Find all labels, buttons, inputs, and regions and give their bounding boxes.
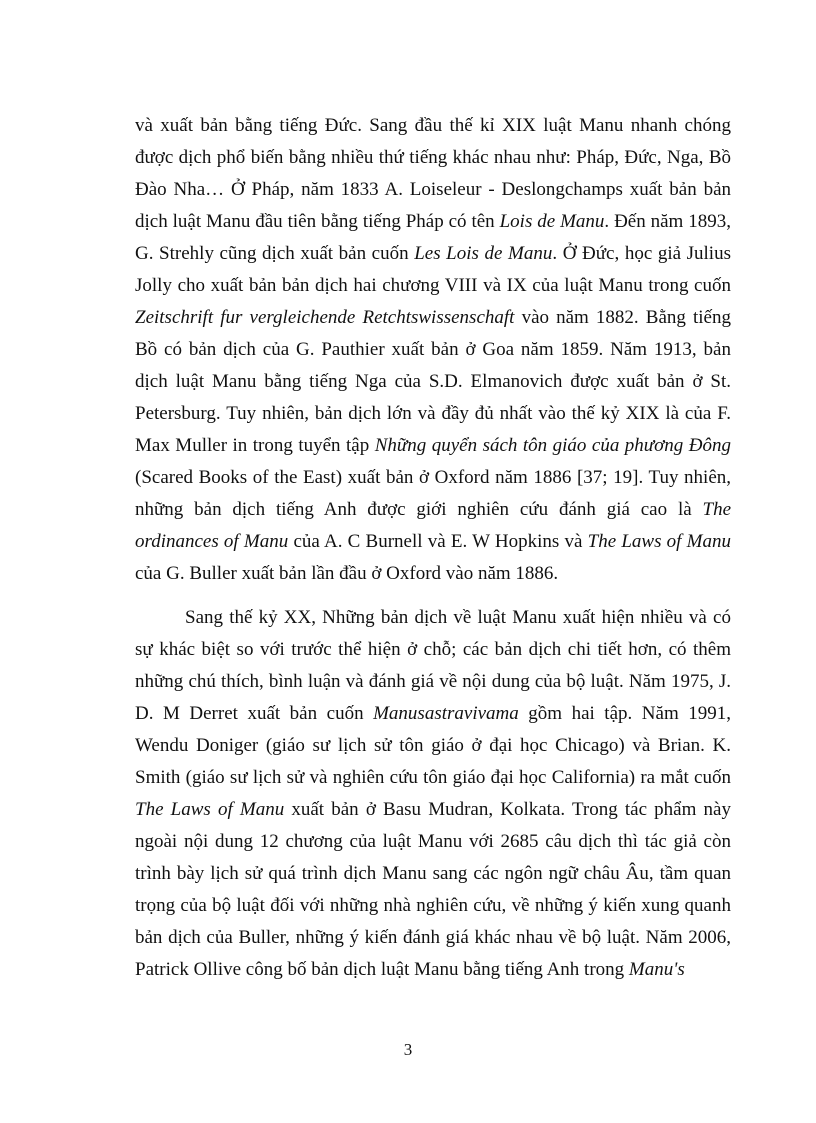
text-run: của A. C Burnell và E. W Hopkins và [288, 531, 588, 552]
paragraph-1 [135, 110, 731, 590]
text-run: . Ở Đức, học giả Julius Jolly cho xuất bản bản dịch hai chương VIII và IX của luật Manu trong cuốn [135, 243, 731, 296]
italic-title: Manusastravivama [373, 703, 519, 724]
page-number: 3 [403, 1040, 413, 1059]
italic-title: The Laws of Manu [135, 799, 285, 820]
italic-title: Zeitschrift fur vergleichende Retchtswissenschaft [135, 307, 515, 328]
text-run: . Đến năm 1893, G. Strehly cũng dịch xuất bản cuốn [135, 211, 731, 264]
text-run: gồm hai tập. Năm 1991, Wendu Doniger (giáo sư lịch sử tôn giáo ở đại học Chicago) và Brian. K. Smith (giáo sư lịch sử và nghiên cứu tôn giáo đại học California) ra mắt cuốn [135, 703, 731, 788]
body-text [135, 110, 731, 986]
italic-title: The Laws of Manu [587, 531, 731, 552]
text-run: và xuất bản bằng tiếng Đức. Sang đầu thế kỉ XIX luật Manu nhanh chóng được dịch phổ biến bằng nhiều thứ tiếng khác nhau như: Pháp, Đức, Nga, Bồ Đào Nha… Ở Pháp, năm 1833 A. Loiseleur - Deslongchamps xuất bản bản dịch luật Manu đầu tiên bằng tiếng Pháp có tên [135, 115, 731, 232]
italic-title: Manu's [628, 959, 685, 980]
text-run: Sang thế kỷ XX, Những bản dịch về luật Manu xuất hiện nhiều và có sự khác biệt so với trước thể hiện ở chỗ; các bản dịch chi tiết hơn, có thêm những chú thích, bình luận và đánh giá về nội dung của bộ luật. Năm 1975, J. D. M Derret xuất bản cuốn [135, 607, 731, 724]
paragraph-2 [135, 602, 731, 986]
text-run: của G. Buller xuất bản lần đầu ở Oxford vào năm 1886. [135, 563, 559, 584]
text-run: xuất bản ở Basu Mudran, Kolkata. Trong tác phẩm này ngoài nội dung 12 chương của luật Manu với 2685 câu dịch thì tác giả còn trình bày lịch sử quá trình dịch Manu sang các ngôn ngữ châu Âu, tầm quan trọng của bộ luật đối với những nhà nghiên cứu, về những ý kiến xung quanh bản dịch của Buller, những ý kiến đánh giá khác nhau về bộ luật. Năm 2006, Patrick Ollive công bố bản dịch luật Manu bằng tiếng Anh trong [135, 799, 731, 980]
italic-title: The ordinances of Manu [135, 499, 731, 552]
italic-title: Lois de Manu [499, 211, 605, 232]
italic-title: Những quyển sách tôn giáo của phương Đông [374, 435, 731, 456]
text-run: vào năm 1882. Bằng tiếng Bồ có bản dịch của G. Pauthier xuất bản ở Goa năm 1859. Năm 1913, bản dịch luật Manu bằng tiếng Nga của S.D. Elmanovich được xuất bản ở St. Petersburg. Tuy nhiên, bản dịch lớn và đầy đủ nhất vào thế kỷ XIX là của F. Max Muller in trong tuyển tập [135, 307, 731, 456]
italic-title: Les Lois de Manu [414, 243, 553, 264]
text-run: (Scared Books of the East) xuất bản ở Oxford năm 1886 [37; 19]. Tuy nhiên, những bản dịch tiếng Anh được giới nghiên cứu đánh giá cao là [135, 467, 731, 520]
